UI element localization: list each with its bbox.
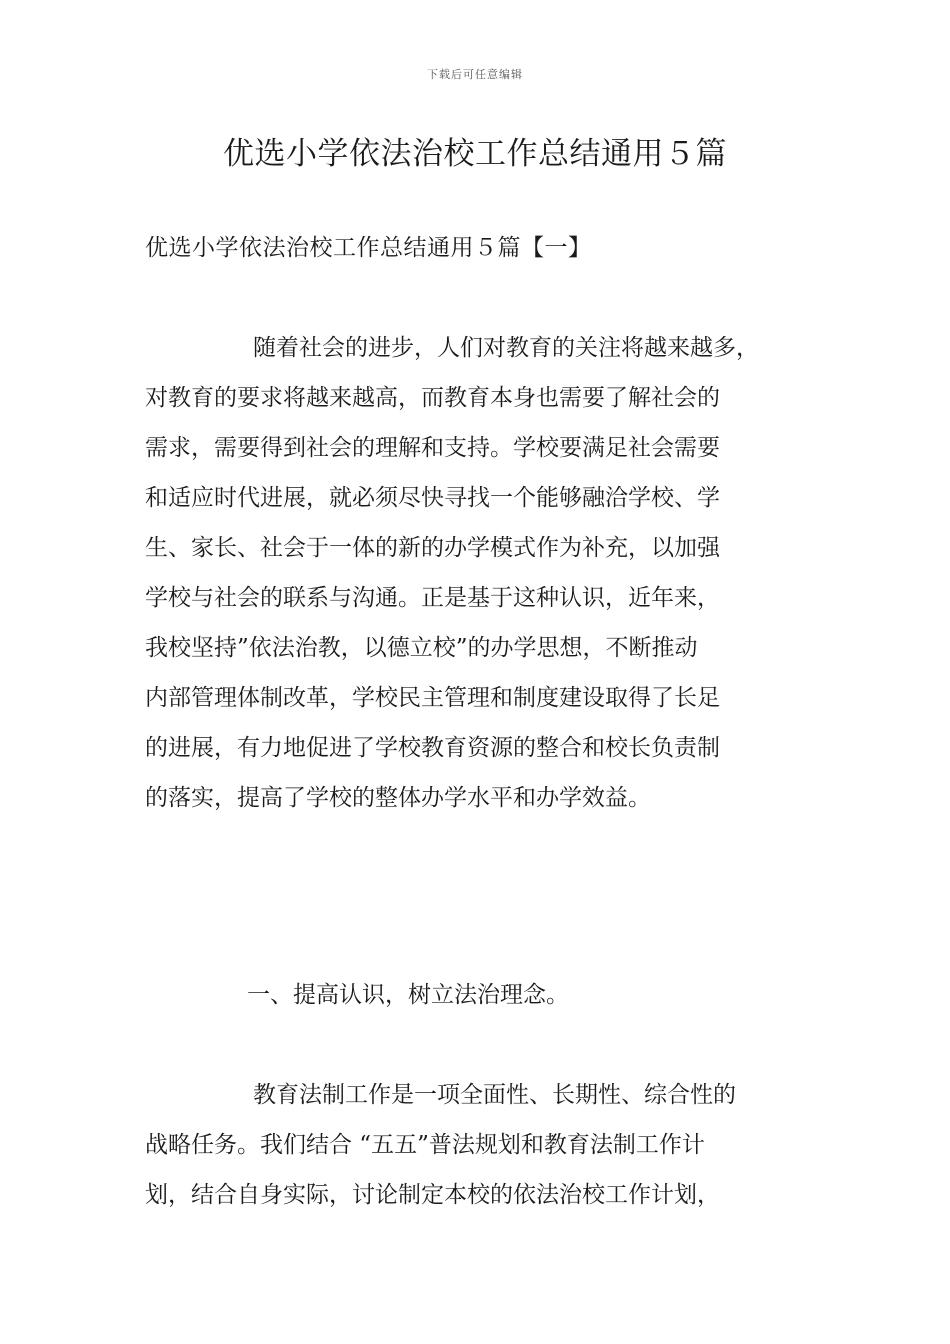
- paragraph-line: 的进展，有力地促进了学校教育资源的整合和校长负责制: [145, 735, 720, 761]
- section-heading: 优选小学依法治校工作总结通用５篇【一】: [145, 235, 592, 261]
- paragraph-1: [145, 323, 815, 823]
- sub-heading: 一、提高认识，树立法治理念。: [247, 982, 569, 1008]
- paragraph-line: 战略任务。我们结合 “五五”普法规划和教育法制工作计: [145, 1132, 705, 1158]
- header-note: 下载后可任意编辑: [427, 68, 523, 81]
- paragraph-line: 内部管理体制改革，学校民主管理和制度建设取得了长足: [145, 685, 720, 711]
- document-title: 优选小学依法治校工作总结通用５篇: [223, 136, 727, 172]
- paragraph-line: 需求，需要得到社会的理解和支持。学校要满足社会需要: [145, 435, 720, 461]
- paragraph-line: 的落实，提高了学校的整体办学水平和办学效益。: [145, 785, 651, 811]
- paragraph-line: 生、家长、社会于一体的新的办学模式作为补充，以加强: [145, 535, 720, 561]
- paragraph-line: 我校坚持”依法治教，以德立校”的办学思想，不断推动: [145, 635, 698, 661]
- paragraph-line: 和适应时代进展，就必须尽快寻找一个能够融洽学校、学: [145, 485, 720, 511]
- paragraph-line: 学校与社会的联系与沟通。正是基于这种认识，近年来，: [145, 585, 720, 611]
- paragraph-line: 随着社会的进步，人们对教育的关注将越来越多，: [253, 335, 759, 361]
- paragraph-line: 划，结合自身实际，讨论制定本校的依法治校工作计划，: [145, 1182, 720, 1208]
- paragraph-2: [145, 1070, 815, 1220]
- paragraph-line: 对教育的要求将越来越高，而教育本身也需要了解社会的: [145, 385, 720, 411]
- paragraph-line: 教育法制工作是一项全面性、长期性、综合性的: [253, 1082, 736, 1108]
